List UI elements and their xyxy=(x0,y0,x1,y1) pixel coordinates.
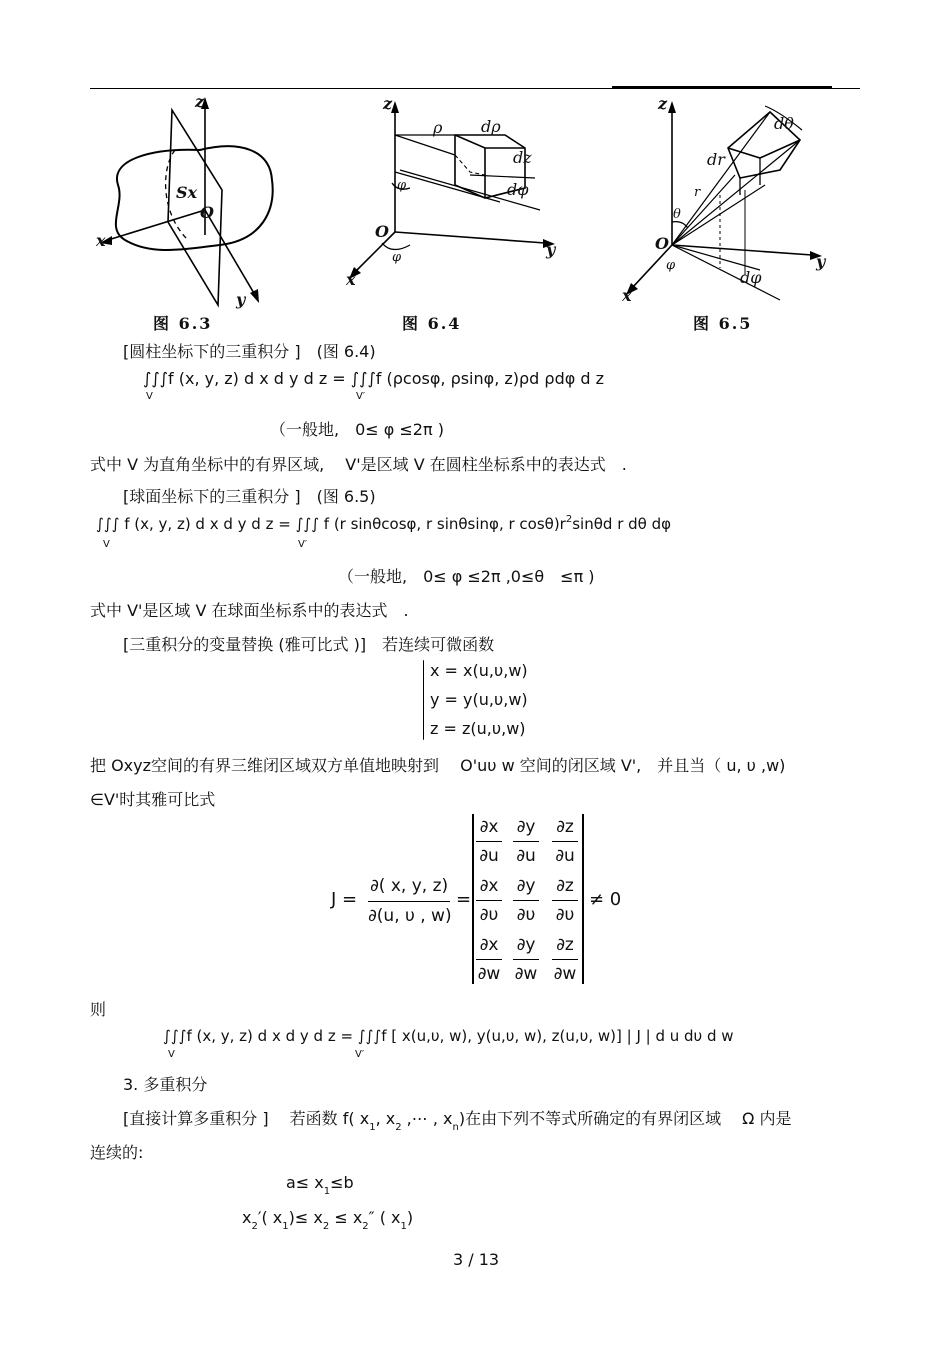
multiple-heading: 3. 多重积分 xyxy=(123,1075,208,1094)
jacobian-neq: ≠ 0 xyxy=(589,889,622,910)
fig65-label-r: r xyxy=(694,185,701,200)
system-brace xyxy=(423,660,424,740)
fig65-label-z: z xyxy=(658,94,668,113)
matrix-den-r3-c1: ∂w xyxy=(477,964,501,984)
system-eq-2: y = y(u,υ,w) xyxy=(430,690,528,709)
fig64-label-phi2: φ xyxy=(392,250,402,265)
system-eq-3: z = z(u,υ,w) xyxy=(430,719,526,738)
ineq1-b: ≤b xyxy=(330,1173,354,1192)
matrix-bar-r3-c1 xyxy=(476,959,502,960)
ineq2-f: ) xyxy=(406,1208,414,1227)
cylindrical-heading: [圆柱坐标下的三重积分 ] (图 6.4) xyxy=(123,342,376,361)
cylindrical-range: （一般地, 0≤ φ ≤2π ) xyxy=(270,420,444,439)
jacobi-map-line-2: ∈V'时其雅可比式 xyxy=(90,790,216,809)
ineq2-sub4: 2 xyxy=(362,1221,369,1232)
fig65-label-theta: θ xyxy=(673,207,681,222)
fig65-label-o: O xyxy=(655,234,669,253)
multiple-direct-line-1 xyxy=(123,1106,792,1133)
fig64-label-z: z xyxy=(383,94,393,113)
spherical-formula xyxy=(96,515,671,533)
spherical-sub-vp: V′ xyxy=(298,539,308,550)
fig63-label-sx: Sx xyxy=(176,183,198,202)
direct-text-d: )在由下列不等式所确定的有界闭区域 Ω 内是 xyxy=(458,1109,792,1128)
jacobian-label: J = xyxy=(331,889,358,910)
fig64-label-y: y xyxy=(546,240,556,259)
det-right-bar xyxy=(582,814,584,984)
fig64-label-drho: dρ xyxy=(481,117,501,136)
ineq2-e: ″ ( x xyxy=(368,1208,401,1227)
fig63-label-z: z xyxy=(195,92,205,111)
ineq2-d: ≤ x xyxy=(329,1208,363,1227)
fig65-label-phi: φ xyxy=(666,258,676,273)
matrix-den-r1-c2: ∂u xyxy=(516,846,536,866)
ineq2-a: x xyxy=(242,1208,252,1227)
fig64-label-x: x xyxy=(346,270,356,289)
fig63-label-o: O xyxy=(200,203,214,222)
spherical-formula-b: sinθd r dθ dφ xyxy=(572,515,672,533)
spherical-formula-a: ∫∫∫ f (x, y, z) d x d y d z = ∫∫∫ f (r sinθcosφ, r sinθsinφ, r cosθ)r xyxy=(96,515,566,533)
matrix-bar-r1-c3 xyxy=(552,841,578,842)
fig64-label-dphi: dφ xyxy=(507,180,529,199)
inequality-1 xyxy=(286,1173,354,1197)
ineq2-sub5: 1 xyxy=(400,1221,407,1232)
multiple-direct-line-2: 连续的: xyxy=(90,1143,144,1162)
matrix-den-r2-c1: ∂υ xyxy=(479,905,499,925)
fig64-label-o: O xyxy=(375,222,389,241)
page-number: 3 / 13 xyxy=(453,1250,500,1269)
matrix-bar-r3-c3 xyxy=(552,959,578,960)
fig65-label-dr: dr xyxy=(707,150,725,169)
spherical-heading: [球面坐标下的三重积分 ] (图 6.5) xyxy=(123,487,376,506)
jacobi-result: ∫∫∫f (x, y, z) d x d y d z = ∫∫∫f [ x(u,υ, w), y(u,υ, w), z(u,υ, w)] | J | d u dυ d w xyxy=(163,1027,734,1045)
jacobian-equals: = xyxy=(456,889,472,910)
jacobian-frac-bar xyxy=(368,901,450,902)
jacobi-heading: [三重积分的变量替换 (雅可比式 )] 若连续可微函数 xyxy=(123,635,495,654)
fig63-label-y: y xyxy=(236,290,246,309)
matrix-bar-r2-c2 xyxy=(513,900,539,901)
matrix-num-r1-c2: ∂y xyxy=(516,817,536,837)
det-left-bar xyxy=(472,814,474,984)
spherical-explain: 式中 V'是区域 V 在球面坐标系中的表达式 . xyxy=(90,601,409,620)
fig65-label-x: x xyxy=(622,286,632,305)
matrix-den-r1-c3: ∂u xyxy=(555,846,575,866)
cylindrical-formula: ∫∫∫f (x, y, z) d x d y d z = ∫∫∫f (ρcosφ, ρsinφ, z)ρd ρdφ d z xyxy=(143,369,604,388)
matrix-den-r3-c3: ∂w xyxy=(553,964,577,984)
cylindrical-sub-vp: V′ xyxy=(356,391,366,402)
ineq2-sub2: 1 xyxy=(282,1221,289,1232)
jacobi-map-line-1: 把 Oxyz空间的有界三维闭区域双方单值地映射到 O'uυ w 空间的闭区域 V', 并且当（ u, υ ,w) xyxy=(90,756,786,775)
matrix-num-r2-c3: ∂z xyxy=(556,876,574,896)
cylindrical-sub-v: V xyxy=(146,391,153,402)
system-eq-1: x = x(u,υ,w) xyxy=(430,661,528,680)
matrix-bar-r1-c1 xyxy=(476,841,502,842)
direct-sub-2: 2 xyxy=(395,1122,402,1133)
ineq1-a: a≤ x xyxy=(286,1173,324,1192)
matrix-den-r2-c2: ∂υ xyxy=(516,905,536,925)
fig64-caption: 图 6.4 xyxy=(402,314,462,333)
matrix-den-r1-c1: ∂u xyxy=(479,846,499,866)
matrix-num-r3-c1: ∂x xyxy=(479,935,499,955)
ineq2-sub1: 2 xyxy=(251,1221,258,1232)
inequality-2 xyxy=(242,1208,414,1232)
jacobi-result-sub-vp: V′ xyxy=(355,1049,365,1060)
matrix-bar-r3-c2 xyxy=(513,959,539,960)
fig64-label-phi1: φ xyxy=(397,178,407,193)
fig65-label-dphi: dφ xyxy=(740,268,762,287)
then-label: 则 xyxy=(90,1000,107,1019)
matrix-num-r2-c1: ∂x xyxy=(479,876,499,896)
jacobian-frac-num: ∂( x, y, z) xyxy=(370,876,449,896)
matrix-den-r2-c3: ∂υ xyxy=(555,905,575,925)
matrix-num-r2-c2: ∂y xyxy=(516,876,536,896)
direct-text-a: [直接计算多重积分 ] 若函数 f( x xyxy=(123,1109,370,1128)
matrix-bar-r1-c2 xyxy=(513,841,539,842)
matrix-bar-r2-c1 xyxy=(476,900,502,901)
direct-text-b: , x xyxy=(375,1109,396,1128)
matrix-num-r1-c1: ∂x xyxy=(479,817,499,837)
matrix-num-r3-c3: ∂z xyxy=(556,935,574,955)
fig65-caption: 图 6.5 xyxy=(693,314,753,333)
jacobi-result-sub-v: V xyxy=(168,1049,175,1060)
spherical-formula-sup: 2 xyxy=(565,514,573,525)
fig63-caption: 图 6.3 xyxy=(153,314,213,333)
matrix-den-r3-c2: ∂w xyxy=(514,964,538,984)
fig65-label-y: y xyxy=(816,252,826,271)
matrix-num-r1-c3: ∂z xyxy=(556,817,574,837)
ineq2-b: ′( x xyxy=(257,1208,283,1227)
fig64-label-rho: ρ xyxy=(433,118,443,137)
matrix-num-r3-c2: ∂y xyxy=(516,935,536,955)
jacobian-frac-den: ∂(u, υ , w) xyxy=(368,906,452,926)
fig63-label-x: x xyxy=(96,231,106,250)
fig64-label-dz: dz xyxy=(513,148,532,167)
direct-sub-n: n xyxy=(452,1122,459,1133)
ineq2-c: )≤ x xyxy=(288,1208,323,1227)
cylindrical-explain: 式中 V 为直角坐标中的有界区域, V'是区域 V 在圆柱坐标系中的表达式 . xyxy=(90,455,627,474)
ineq1-sub: 1 xyxy=(323,1186,331,1197)
fig65-label-dtheta: dθ xyxy=(774,114,794,133)
direct-sub-1: 1 xyxy=(369,1122,376,1133)
spherical-sub-v: V xyxy=(103,539,110,550)
ineq2-sub3: 2 xyxy=(322,1221,330,1232)
matrix-bar-r2-c3 xyxy=(552,900,578,901)
spherical-range: （一般地, 0≤ φ ≤2π ,0≤θ ≤π ) xyxy=(338,567,595,586)
direct-text-c: ,⋯ , x xyxy=(401,1109,453,1128)
